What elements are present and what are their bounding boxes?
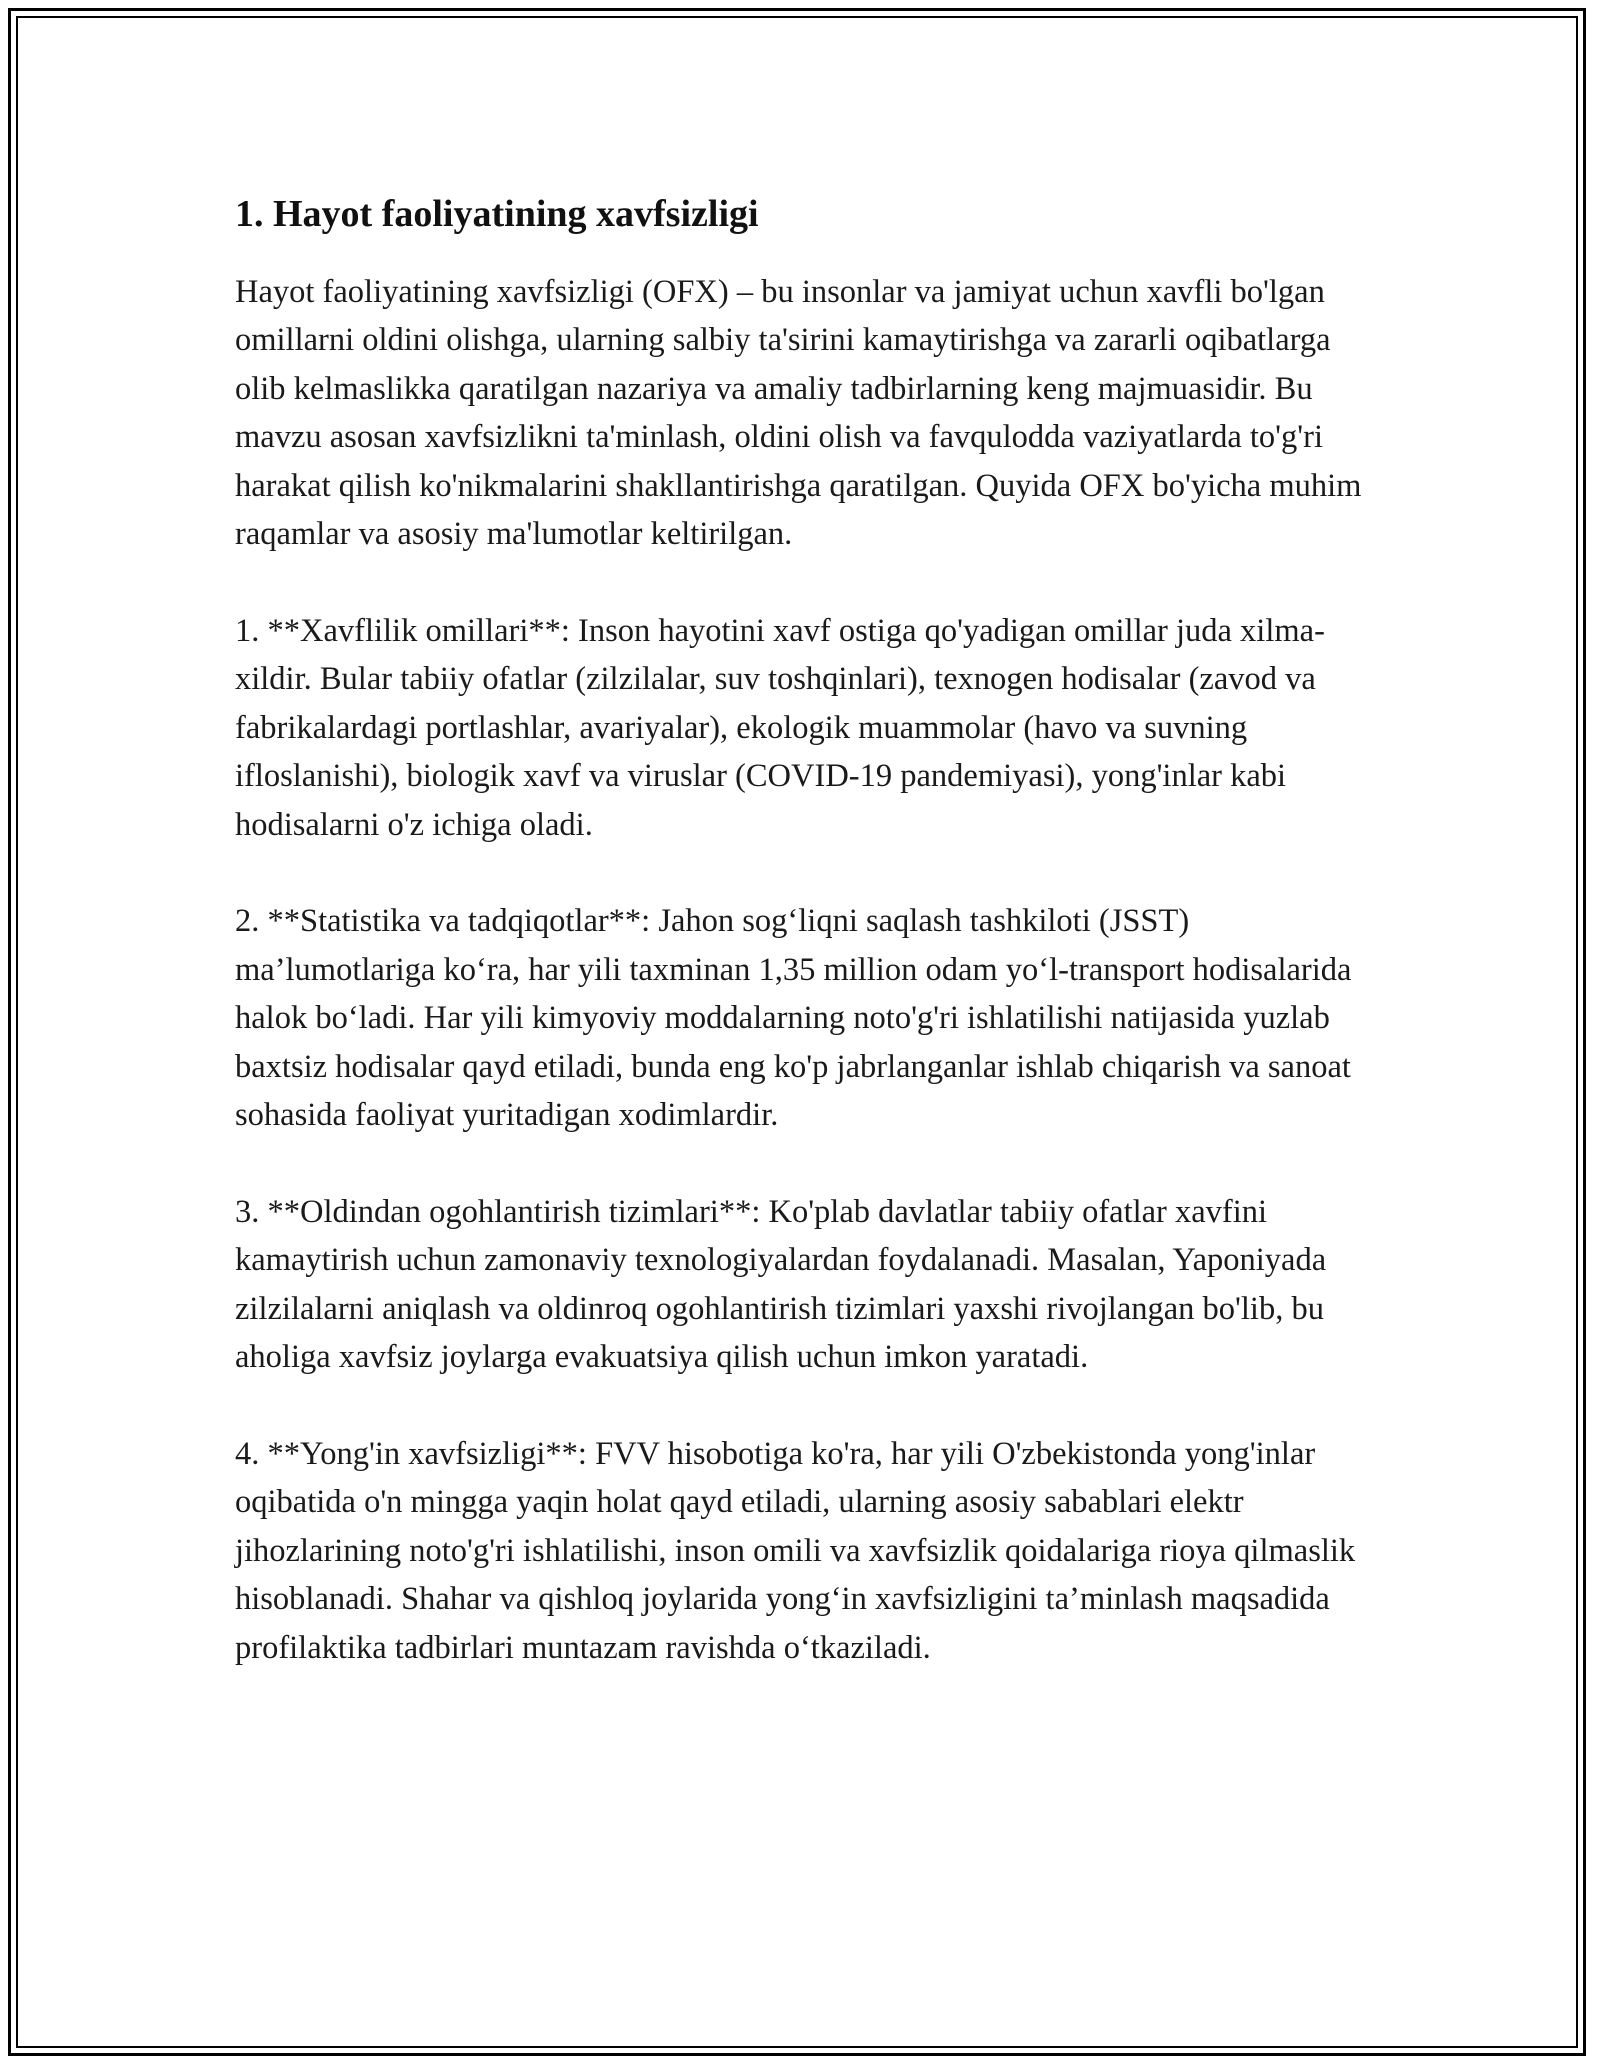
document-body xyxy=(235,180,1375,1720)
paragraph-risk-factors: 1. **Xavflilik omillari**: Inson hayotini xavf ostiga qo'yadigan omillar juda xilma-xildir. Bular tabiiy ofatlar (zilzilalar, suv toshqinlari), texnogen hodisalar (zavod va fabrikalardagi portlashlar, avariyalar), ekologik muammolar (havo va suvning ifloslanishi), biologik xavf va viruslar (COVID-19 pandemiyasi), yong'inlar kabi hodisalarni o'z ichiga oladi. xyxy=(235,612,1325,843)
paragraph-early-warning: 3. **Oldindan ogohlantirish tizimlari**: Ko'plab davlatlar tabiiy ofatlar xavfini kamaytirish uchun zamonaviy texnologiyalardan foydalanadi. Masalan, Yaponiyada zilzilalarni aniqlash va oldinroq ogohlantirish tizimlari yaxshi rivojlangan bo'lib, bu aholiga xavfsiz joylarga evakuatsiya qilish uchun imkon yaratadi. xyxy=(235,1193,1327,1376)
paragraph-statistics: 2. **Statistika va tadqiqotlar**: Jahon sog‘liqni saqlash tashkiloti (JSST) ma’lumotlariga ko‘ra, har yili taxminan 1,35 million odam yo‘l-transport hodisalarida halok bo‘ladi. Har yili kimyoviy moddalarning noto'g'ri ishlatilishi natijasida yuzlab baxtsiz hodisalar qayd etiladi, bunda eng ko'p jabrlanganlar ishlab chiqarish va sanoat sohasida faoliyat yuritadigan xodimlardir. xyxy=(235,903,1352,1134)
document-title: 1. Hayot faoliyatining xavfsizligi xyxy=(235,193,759,235)
intro-paragraph: Hayot faoliyatining xavfsizligi (OFX) – bu insonlar va jamiyat uchun xavfli bo'lgan omillarni oldini olishga, ularning salbiy ta'sirini kamaytirishga va zararli oqibatlarga olib kelmaslikka qaratilgan nazariya va amaliy tadbirlarning keng majmuasidir. Bu mavzu asosan xavfsizlikni ta'minlash, oldini olish va favqulodda vaziyatlarda to'g'ri harakat qilish ko'nikmalarini shakllantirishga qaratilgan. Quyida OFX bo'yicha muhim raqamlar va asosiy ma'lumotlar keltirilgan. xyxy=(235,273,1362,553)
paragraph-fire-safety: 4. **Yong'in xavfsizligi**: FVV hisobotiga ko'ra, har yili O'zbekistonda yong'inlar oqibatida o'n mingga yaqin holat qayd etiladi, ularning asosiy sabablari elektr jihozlarining noto'g'ri ishlatilishi, inson omili va xavfsizlik qoidalariga rioya qilmaslik hisoblanadi. Shahar va qishloq joylarida yong‘in xavfsizligini ta’minlash maqsadida profilaktika tadbirlari muntazam ravishda o‘tkaziladi. xyxy=(235,1435,1356,1666)
